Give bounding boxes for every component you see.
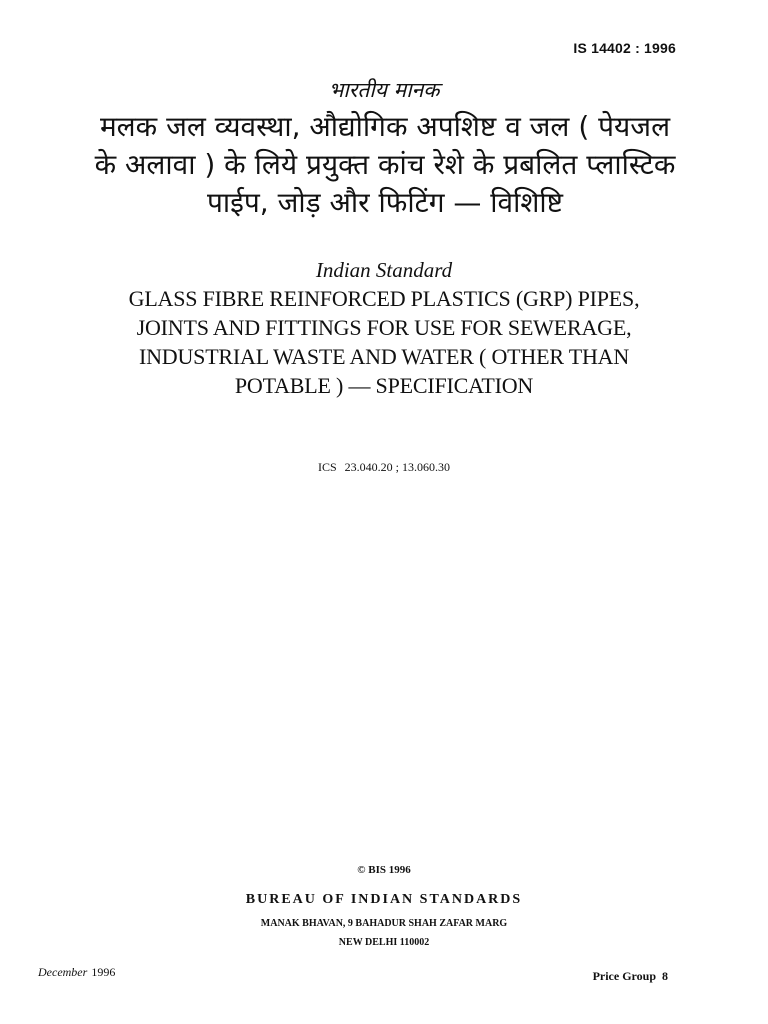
hindi-title (40, 108, 730, 222)
ics-code: 23.040.20 ; 13.060.30 (344, 460, 451, 474)
english-title-line: INDUSTRIAL WASTE AND WATER ( OTHER THAN (138, 344, 630, 369)
publisher-name: BUREAU OF INDIAN STANDARDS (245, 892, 523, 907)
publication-month: December (38, 965, 88, 979)
english-title (60, 284, 708, 400)
english-title-line: POTABLE ) — SPECIFICATION (234, 373, 534, 398)
hindi-title-line: पाईप, जोड़ और फिटिंग — विशिष्टि (207, 186, 563, 219)
english-standard-label: Indian Standard (315, 258, 453, 282)
publication-year: 1996 (91, 965, 116, 979)
hindi-standard-label: भारतीय मानक (328, 78, 440, 102)
hindi-title-line: मलक जल व्यवस्था, औद्योगिक अपशिष्ट व जल ( पेयजल (99, 110, 671, 143)
address-line: MANAK BHAVAN, 9 BAHADUR SHAH ZAFAR MARG (260, 918, 508, 929)
publisher-address (0, 914, 768, 952)
address-line: NEW DELHI 110002 (338, 937, 430, 948)
english-title-line: GLASS FIBRE REINFORCED PLASTICS (GRP) PIPES, (128, 286, 640, 311)
copyright-notice: © BIS 1996 (357, 864, 411, 876)
standard-number: IS 14402 : 1996 (573, 40, 676, 56)
hindi-title-line: के अलावा ) के लिये प्रयुक्त कांच रेशे के प्रबलित प्लास्टिक (94, 148, 676, 181)
ics-label: ICS (317, 460, 337, 474)
price-group (593, 969, 668, 984)
publication-date (38, 965, 115, 980)
ics-classification (0, 460, 768, 475)
english-title-line: JOINTS AND FITTINGS FOR USE FOR SEWERAGE, (136, 315, 632, 340)
price-group-value: 8 (662, 969, 668, 983)
price-group-label: Price Group (592, 969, 656, 983)
